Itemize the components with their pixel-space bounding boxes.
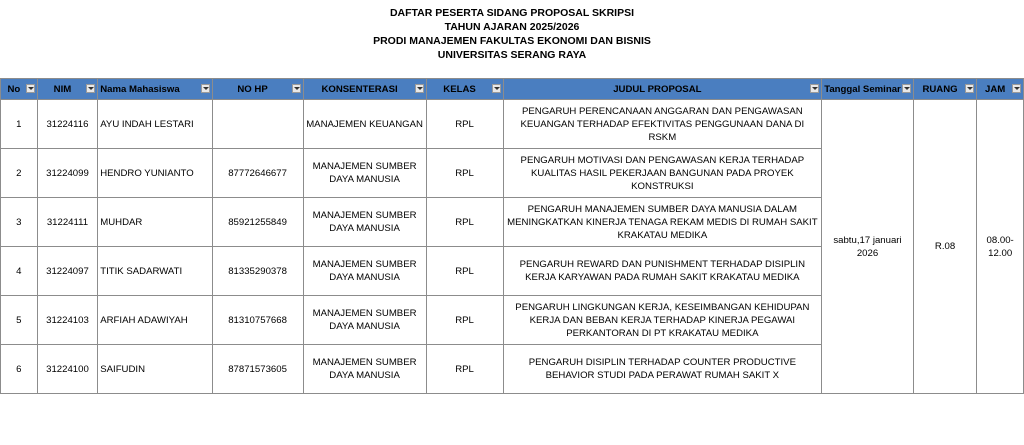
table-row: [1, 100, 1024, 149]
cell-kelas[interactable]: RPL: [426, 247, 503, 296]
cell-konsentrasi[interactable]: MANAJEMEN KEUANGAN: [303, 100, 426, 149]
cell-hp[interactable]: 81310757668: [212, 296, 303, 345]
cell-nama[interactable]: HENDRO YUNIANTO: [98, 149, 212, 198]
cell-no[interactable]: 2: [1, 149, 38, 198]
cell-no[interactable]: 6: [1, 345, 38, 394]
cell-jam[interactable]: 08.00-12.00: [977, 100, 1024, 394]
cell-nim[interactable]: 31224100: [37, 345, 98, 394]
filter-dropdown-icon[interactable]: [201, 84, 210, 93]
column-header-ruang[interactable]: RUANG: [913, 79, 977, 100]
filter-dropdown-icon[interactable]: [902, 84, 911, 93]
header-row: [1, 79, 1024, 100]
cell-hp[interactable]: 87772646677: [212, 149, 303, 198]
cell-konsentrasi[interactable]: MANAJEMEN SUMBER DAYA MANUSIA: [303, 247, 426, 296]
cell-judul[interactable]: PENGARUH REWARD DAN PUNISHMENT TERHADAP DISIPLIN KERJA KARYAWAN PADA RUMAH SAKIT KRAKATAU MEDIKA: [503, 247, 822, 296]
column-header-tanggal[interactable]: Tanggal Seminar: [822, 79, 914, 100]
cell-nama[interactable]: MUHDAR: [98, 198, 212, 247]
cell-nim[interactable]: 31224099: [37, 149, 98, 198]
cell-judul[interactable]: PENGARUH DISIPLIN TERHADAP COUNTER PRODUCTIVE BEHAVIOR STUDI PADA PERAWAT RUMAH SAKIT X: [503, 345, 822, 394]
filter-dropdown-icon[interactable]: [810, 84, 819, 93]
cell-no[interactable]: 3: [1, 198, 38, 247]
column-header-kelas[interactable]: KELAS: [426, 79, 503, 100]
cell-kelas[interactable]: RPL: [426, 149, 503, 198]
cell-nim[interactable]: 31224103: [37, 296, 98, 345]
cell-no[interactable]: 5: [1, 296, 38, 345]
cell-hp[interactable]: 81335290378: [212, 247, 303, 296]
column-header-nim[interactable]: NIM: [37, 79, 98, 100]
cell-konsentrasi[interactable]: MANAJEMEN SUMBER DAYA MANUSIA: [303, 296, 426, 345]
cell-tanggal-seminar[interactable]: sabtu,17 januari 2026: [822, 100, 914, 394]
column-header-jam[interactable]: JAM: [977, 79, 1024, 100]
cell-konsentrasi[interactable]: MANAJEMEN SUMBER DAYA MANUSIA: [303, 149, 426, 198]
column-header-hp[interactable]: NO HP: [212, 79, 303, 100]
filter-dropdown-icon[interactable]: [492, 84, 501, 93]
cell-kelas[interactable]: RPL: [426, 100, 503, 149]
cell-nama[interactable]: ARFIAH ADAWIYAH: [98, 296, 212, 345]
cell-nama[interactable]: SAIFUDIN: [98, 345, 212, 394]
cell-hp[interactable]: [212, 100, 303, 149]
title-line: DAFTAR PESERTA SIDANG PROPOSAL SKRIPSI: [389, 7, 635, 19]
cell-judul[interactable]: PENGARUH MOTIVASI DAN PENGAWASAN KERJA TERHADAP KUALITAS HASIL PEKERJAAN BANGUNAN PADA PROYEK KONSTRUKSI: [503, 149, 822, 198]
participant-table: [0, 78, 1024, 394]
document-title-block: [0, 6, 1024, 62]
column-header-judul[interactable]: JUDUL PROPOSAL: [503, 79, 822, 100]
cell-hp[interactable]: 85921255849: [212, 198, 303, 247]
filter-dropdown-icon[interactable]: [292, 84, 301, 93]
filter-dropdown-icon[interactable]: [965, 84, 974, 93]
cell-no[interactable]: 1: [1, 100, 38, 149]
column-header-no[interactable]: No: [1, 79, 38, 100]
cell-ruang[interactable]: R.08: [913, 100, 977, 394]
cell-nama[interactable]: AYU INDAH LESTARI: [98, 100, 212, 149]
cell-kelas[interactable]: RPL: [426, 296, 503, 345]
column-header-nama[interactable]: Nama Mahasiswa: [98, 79, 212, 100]
title-line: TAHUN AJARAN 2025/2026: [444, 21, 580, 33]
cell-konsentrasi[interactable]: MANAJEMEN SUMBER DAYA MANUSIA: [303, 345, 426, 394]
cell-kelas[interactable]: RPL: [426, 345, 503, 394]
cell-nim[interactable]: 31224116: [37, 100, 98, 149]
filter-dropdown-icon[interactable]: [415, 84, 424, 93]
cell-hp[interactable]: 87871573605: [212, 345, 303, 394]
cell-nim[interactable]: 31224097: [37, 247, 98, 296]
cell-judul[interactable]: PENGARUH MANAJEMEN SUMBER DAYA MANUSIA DALAM MENINGKATKAN KINERJA TENAGA REKAM MEDIS DI RUMAH SAKIT KRAKATAU MEDIKA: [503, 198, 822, 247]
filter-dropdown-icon[interactable]: [26, 84, 35, 93]
cell-judul[interactable]: PENGARUH LINGKUNGAN KERJA, KESEIMBANGAN KEHIDUPAN KERJA DAN BEBAN KERJA TERHADAP KINERJA PEGAWAI PERKANTORAN DI PT KRAKATAU MEDIKA: [503, 296, 822, 345]
column-header-konsentrasi[interactable]: KONSENTERASI: [303, 79, 426, 100]
cell-kelas[interactable]: RPL: [426, 198, 503, 247]
cell-konsentrasi[interactable]: MANAJEMEN SUMBER DAYA MANUSIA: [303, 198, 426, 247]
cell-judul[interactable]: PENGARUH PERENCANAAN ANGGARAN DAN PENGAWASAN KEUANGAN TERHADAP EFEKTIVITAS PENGGUNAAN DANA DI RSKM: [503, 100, 822, 149]
cell-no[interactable]: 4: [1, 247, 38, 296]
title-line: PRODI MANAJEMEN FAKULTAS EKONOMI DAN BISNIS: [373, 35, 651, 47]
title-line: UNIVERSITAS SERANG RAYA: [437, 49, 587, 61]
cell-nama[interactable]: TITIK SADARWATI: [98, 247, 212, 296]
cell-nim[interactable]: 31224111: [37, 198, 98, 247]
filter-dropdown-icon[interactable]: [1012, 84, 1021, 93]
filter-dropdown-icon[interactable]: [86, 84, 95, 93]
